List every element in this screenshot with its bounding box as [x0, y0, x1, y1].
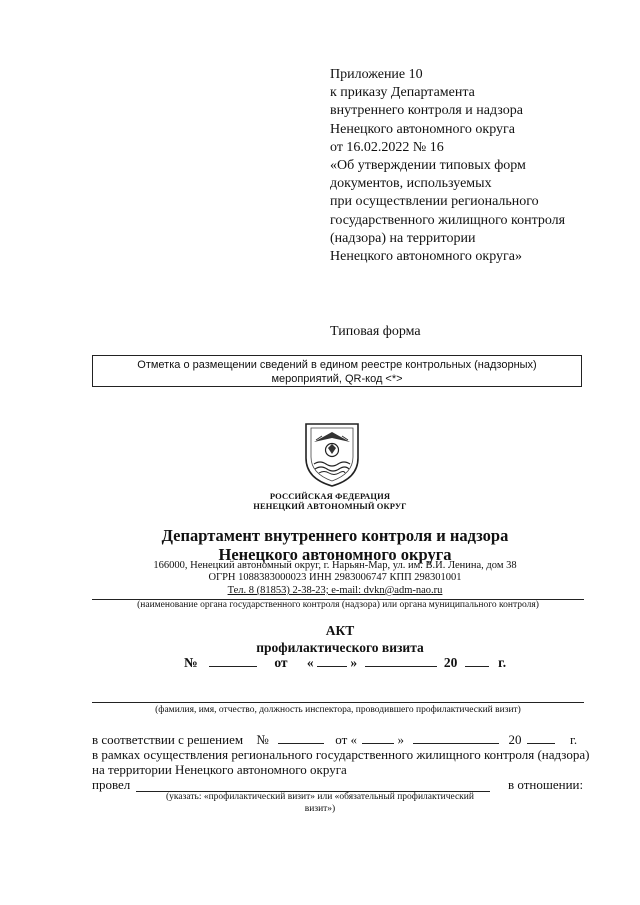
- decision-line: [92, 731, 577, 748]
- act-day-field[interactable]: [317, 654, 347, 667]
- department-registry: ОГРН 1088383000023 ИНН 2983006747 КПП 298301001: [208, 572, 462, 584]
- region-name: НЕНЕЦКИЙ АВТОНОМНЫЙ ОКРУГ: [253, 500, 407, 511]
- department-contacts: Тел. 8 (81853) 2-38-23; e-mail: dvkn@adm-nao.ru: [227, 584, 443, 596]
- regarding-label: в отношении:: [508, 777, 584, 792]
- country-name: РОССИЙСКАЯ ФЕДЕРАЦИЯ: [269, 491, 391, 501]
- decision-number-label: №: [256, 732, 269, 747]
- quote-open: «: [306, 655, 314, 670]
- appendix-line: документов, используемых: [330, 176, 492, 192]
- qr-registry-box: [92, 355, 582, 387]
- act-number-date-line: [184, 654, 506, 671]
- territory-line: на территории Ненецкого автономного округа: [92, 762, 347, 777]
- appendix-block: [330, 66, 630, 266]
- decision-year-field[interactable]: [527, 731, 555, 744]
- emblem-caption: [200, 492, 460, 511]
- act-title-block: [220, 622, 460, 656]
- department-name-line: Департамент внутреннего контроля и надзора: [161, 526, 509, 545]
- appendix-line: «Об утверждении типовых форм: [330, 158, 526, 174]
- appendix-line: к приказу Департамента: [330, 85, 475, 101]
- year-prefix: 20: [443, 655, 458, 670]
- act-year-field[interactable]: [465, 654, 489, 667]
- act-number-field[interactable]: [209, 654, 257, 667]
- appendix-line: Ненецкого автономного округа»: [330, 249, 522, 265]
- appendix-line: государственного жилищного контроля: [330, 212, 566, 228]
- act-month-field[interactable]: [365, 654, 437, 667]
- org-caption: (наименование органа государственного контроля (надзора) или органа муниципального контроля): [137, 600, 539, 610]
- quote-close: »: [350, 655, 358, 670]
- appendix-line: Ненецкого автономного округа: [330, 121, 515, 137]
- decision-month-field[interactable]: [413, 731, 499, 744]
- year-suffix: г.: [498, 655, 507, 670]
- coat-of-arms-icon: [302, 420, 362, 488]
- qr-box-line: мероприятий, QR-код <*>: [271, 372, 403, 385]
- act-title: АКТ: [325, 623, 355, 638]
- decision-year-prefix: 20: [508, 732, 522, 747]
- department-heading: [120, 526, 550, 564]
- appendix-line: от 16.02.2022 № 16: [330, 139, 444, 155]
- decision-label: в соответствии с решением: [92, 732, 244, 747]
- form-type-label: Типовая форма: [330, 324, 421, 339]
- visit-type-caption-line: визит»): [304, 804, 336, 814]
- appendix-line: (надзора) на территории: [330, 230, 476, 246]
- appendix-line: Приложение 10: [330, 67, 423, 82]
- appendix-line: при осуществлении регионального: [330, 194, 539, 210]
- department-address: 166000, Ненецкий автономный округ, г. Нарьян-Мар, ул. им. В.И. Ленина, дом 38: [153, 560, 517, 571]
- control-context-line: в рамках осуществления регионального государственного жилищного контроля (надзора): [92, 747, 590, 762]
- decision-from-label: от «: [335, 732, 357, 747]
- act-subtitle: профилактического визита: [256, 640, 424, 655]
- inspector-field[interactable]: [92, 702, 584, 703]
- qr-box-line: Отметка о размещении сведений в едином реестре контрольных (надзорных): [137, 359, 537, 371]
- decision-number-field[interactable]: [278, 731, 324, 744]
- date-from-label: от: [274, 655, 288, 670]
- department-details: [120, 560, 550, 597]
- inspector-caption: (фамилия, имя, отчество, должность инспектора, проводившего профилактический визит): [155, 705, 521, 715]
- decision-year-suffix: г.: [570, 732, 578, 747]
- visit-type-caption: [130, 791, 510, 815]
- decision-quote-close: »: [397, 732, 404, 747]
- number-label: №: [184, 655, 198, 670]
- appendix-line: внутреннего контроля и надзора: [330, 103, 523, 119]
- decision-day-field[interactable]: [362, 731, 394, 744]
- department-name-line: Ненецкого автономного округа: [218, 545, 452, 564]
- conducted-label: провел: [92, 777, 131, 792]
- visit-type-caption-line: (указать: «профилактический визит» или «обязательный профилактический: [166, 792, 474, 802]
